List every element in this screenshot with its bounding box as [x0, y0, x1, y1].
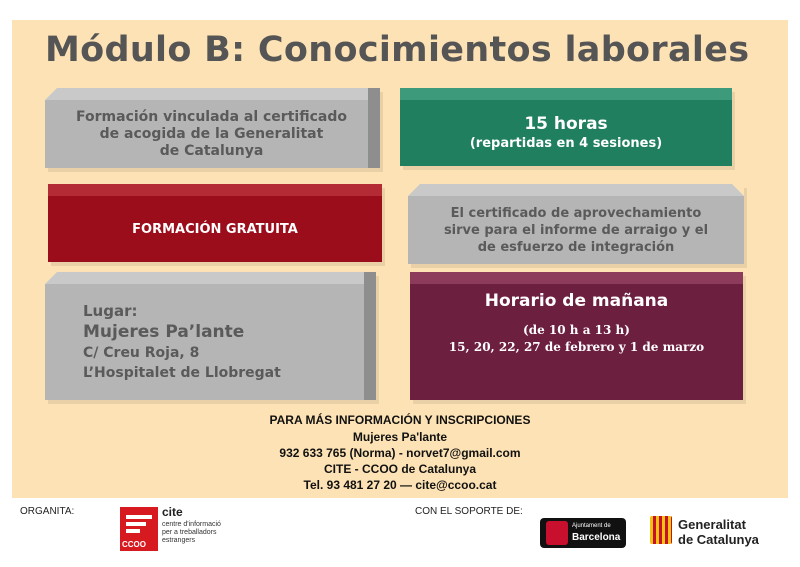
gratuita-label: FORMACIÓN GRATUITA: [132, 221, 298, 237]
certificado-line-3: de Catalunya: [159, 142, 264, 159]
horas-subtitle: (repartidas en 4 sesiones): [469, 136, 663, 151]
lugar-name: Mujeres Pa’lante: [83, 322, 245, 342]
info-tel: Tel. 93 481 27 20 — cite@ccoo.cat: [303, 478, 497, 492]
lugar-label: Lugar:: [83, 302, 138, 320]
info-contact: 932 633 765 (Norma) - norvet7@gmail.com: [279, 446, 521, 460]
generalitat-logo-text: [678, 517, 759, 547]
barcelona-logo: [540, 518, 626, 548]
horario-time: (de 10 h a 13 h): [523, 323, 630, 337]
aprovechamiento-line-2: sirve para el informe de arraigo y el: [443, 222, 709, 238]
info-org: Mujeres Pa'lante: [352, 430, 448, 444]
cite-logo: [116, 503, 232, 559]
barcelona-seal-icon: [546, 521, 568, 545]
info-cite: CITE - CCOO de Catalunya: [323, 462, 477, 476]
certificado-line-1: Formación vinculada al certificado: [76, 108, 347, 125]
aprovechamiento-box: [408, 184, 744, 264]
aprovechamiento-line-1: El certificado de aprovechamiento: [450, 205, 702, 221]
certificado-line-2: de acogida de la Generalitat: [99, 125, 324, 142]
horario-box: [410, 272, 743, 400]
horario-dates: 15, 20, 22, 27 de febrero y 1 de marzo: [448, 340, 705, 354]
organiza-label: ORGANITA:: [20, 506, 75, 517]
lugar-address-2: L’Hospitalet de Llobregat: [83, 365, 281, 381]
barcelona-name: Barcelona: [572, 532, 621, 543]
gratuita-box: [48, 184, 382, 262]
horas-box: [400, 88, 732, 166]
certificado-box: [45, 88, 380, 168]
page-title: Módulo B: Conocimientos laborales: [45, 30, 750, 70]
generalitat-line-2: de Catalunya: [678, 532, 759, 547]
generalitat-emblem-icon: [650, 516, 672, 544]
cite-ccoo-icon: [120, 507, 158, 551]
barcelona-small: Ajuntament de: [572, 523, 611, 529]
lugar-box: [45, 272, 376, 400]
lugar-address-1: C/ Creu Roja, 8: [83, 345, 200, 361]
aprovechamiento-line-3: de esfuerzo de integración: [477, 239, 675, 255]
cite-mark-text: CCOO: [122, 540, 146, 549]
horas-title: 15 horas: [524, 114, 608, 134]
generalitat-line-1: Generalitat: [678, 517, 746, 532]
cite-desc: centre d'informació per a treballadors estrangers: [162, 521, 221, 544]
info-heading: PARA MÁS INFORMACIÓN Y INSCRIPCIONES: [269, 413, 531, 427]
soporte-label: CON EL SOPORTE DE:: [415, 506, 523, 517]
horario-heading: Horario de mañana: [484, 291, 669, 311]
cite-name: cite: [162, 505, 183, 519]
